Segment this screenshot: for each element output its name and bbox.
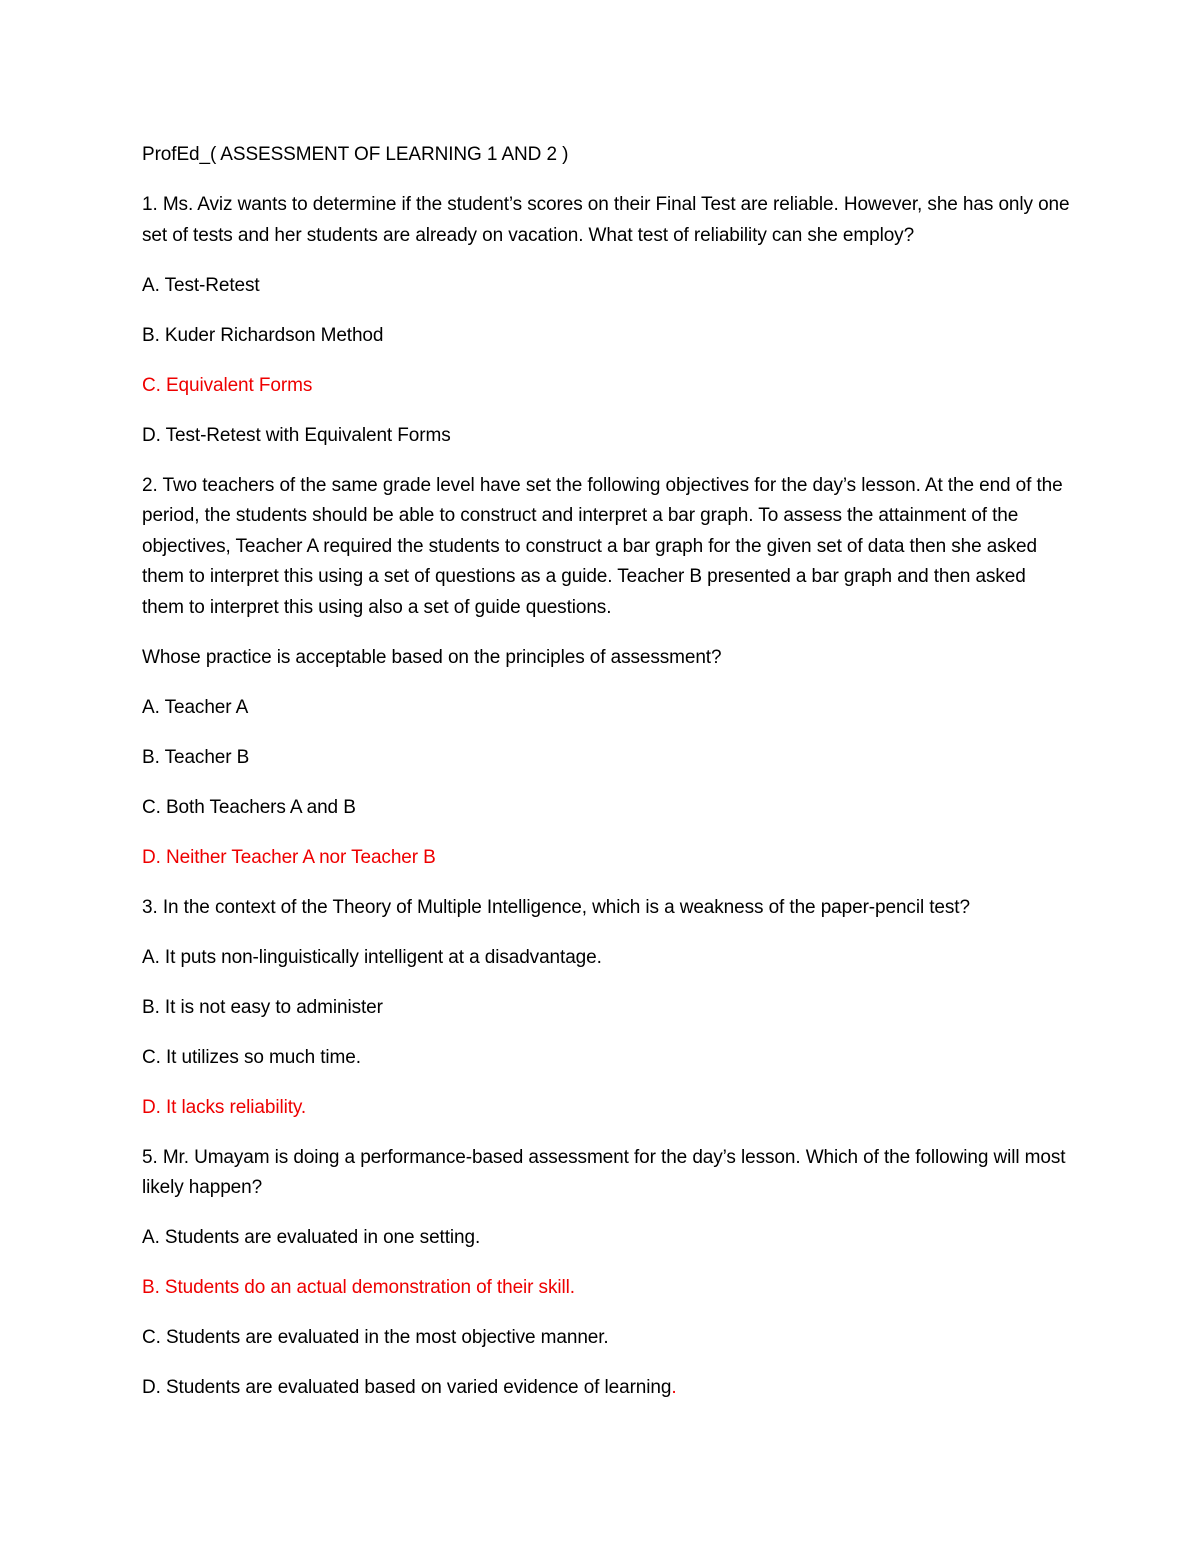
question-3-option-b: B. It is not easy to administer — [142, 996, 383, 1018]
question-2-option-c: C. Both Teachers A and B — [142, 796, 356, 818]
document-content — [142, 140, 1072, 1423]
question-1-option-c-answer: C. Equivalent Forms — [142, 374, 313, 396]
question-5-option-c: C. Students are evaluated in the most objective manner. — [142, 1327, 609, 1348]
question-1-stem: 1. Ms. Aviz wants to determine if the student’s scores on their Final Test are reliable. However, she has only one set of tests and her students are already on vacation. What test of reliability can she employ? — [142, 194, 1070, 246]
question-3-option-a: A. It puts non-linguistically intelligent at a disadvantage. — [142, 946, 602, 968]
question-5-option-d — [142, 1373, 1072, 1404]
question-3-option-d-answer: D. It lacks reliability. — [142, 1096, 307, 1118]
question-2-option-b: B. Teacher B — [142, 746, 250, 768]
question-5-option-d-red-period: . — [671, 1377, 677, 1398]
question-3-option-c: C. It utilizes so much time. — [142, 1046, 361, 1068]
question-2-sub-stem: Whose practice is acceptable based on the principles of assessment? — [142, 646, 722, 668]
question-1-option-a: A. Test-Retest — [142, 274, 260, 296]
question-5-stem: 5. Mr. Umayam is doing a performance-based assessment for the day’s lesson. Which of the following will most likely happen? — [142, 1146, 1066, 1198]
question-1-option-b: B. Kuder Richardson Method — [142, 324, 384, 346]
document-title: ProfEd_( ASSESSMENT OF LEARNING 1 AND 2 ) — [142, 144, 569, 165]
question-1-option-d: D. Test-Retest with Equivalent Forms — [142, 424, 451, 446]
question-5-option-b-answer: B. Students do an actual demonstration of their skill. — [142, 1277, 575, 1298]
question-5-option-d-text: D. Students are evaluated based on varied evidence of learning — [142, 1377, 672, 1398]
question-2-stem: 2. Two teachers of the same grade level have set the following objectives for the day’s lesson. At the end of the period, the students should be able to construct and interpret a bar graph. To assess the attainment of the objectives, Teacher A required the students to construct a bar graph for the given set of data then she asked them to interpret this using a set of questions as a guide. Teacher B presented a bar graph and then asked them to interpret this using also a set of guide questions. — [142, 474, 1063, 618]
question-5-option-a: A. Students are evaluated in one setting. — [142, 1227, 481, 1248]
question-2-option-a: A. Teacher A — [142, 696, 249, 718]
question-2-option-d-answer: D. Neither Teacher A nor Teacher B — [142, 846, 436, 868]
question-3-stem: 3. In the context of the Theory of Multiple Intelligence, which is a weakness of the paper-pencil test? — [142, 896, 970, 918]
